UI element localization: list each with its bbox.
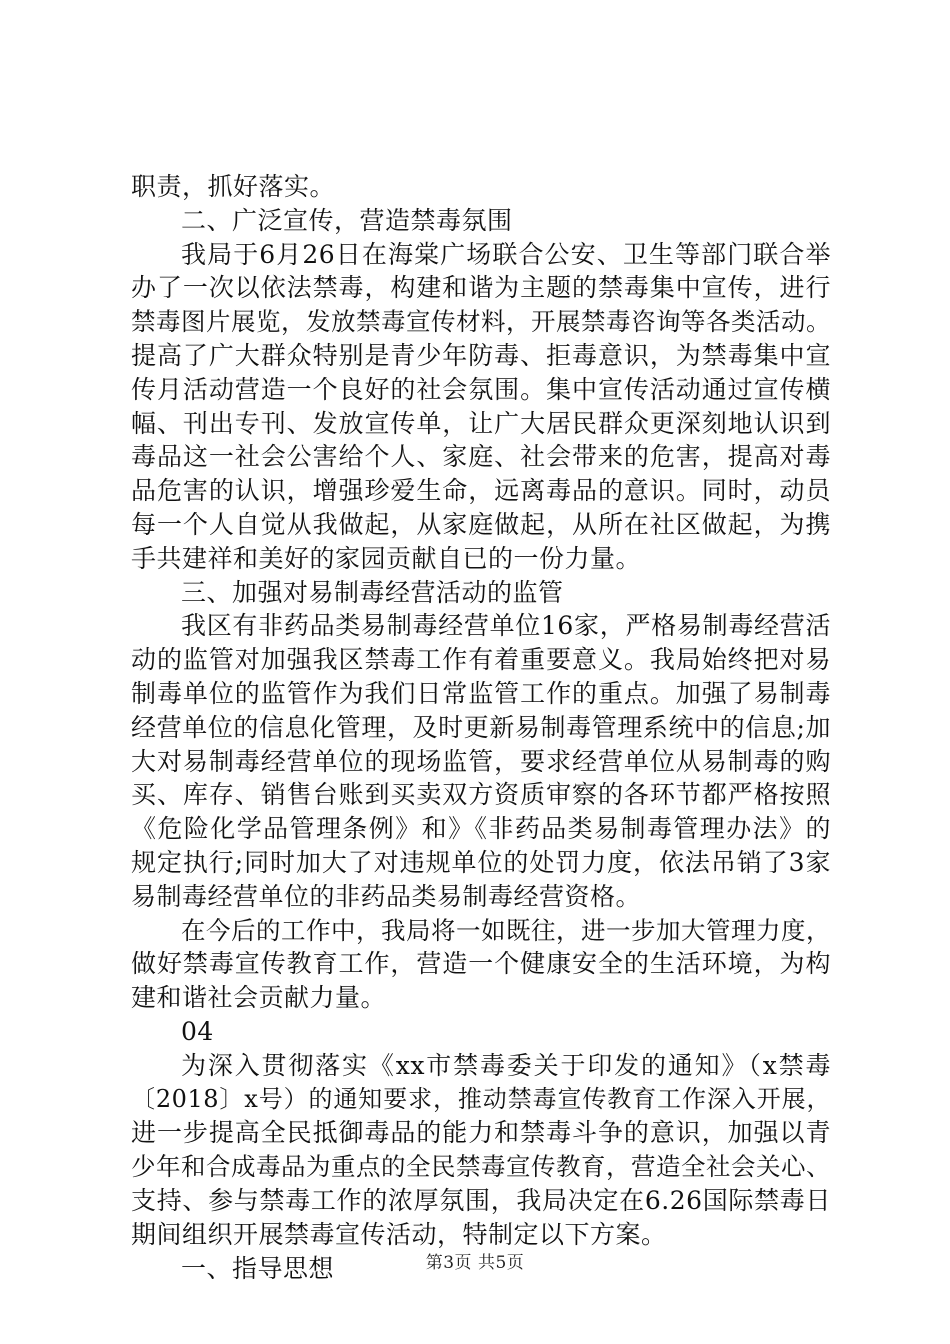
text-line: 毒品这一社会公害给个人、家庭、社会带来的危害，提高对毒	[131, 442, 831, 472]
text-line: 规定执行;同时加大了对违规单位的处罚力度，依法吊销了3家	[131, 847, 831, 877]
text-line: 办了一次以依法禁毒，构建和谐为主题的禁毒集中宣传，进行	[131, 273, 831, 303]
text-line: 为深入贯彻落实《xx市禁毒委关于印发的通知》（x禁毒	[181, 1050, 831, 1080]
text-line: 进一步提高全民抵御毒品的能力和禁毒斗争的意识，加强以青	[131, 1118, 831, 1148]
text-line: 每一个人自觉从我做起，从家庭做起，从所在社区做起，为携	[131, 509, 831, 539]
text-line: 少年和合成毒品为重点的全民禁毒宣传教育，营造全社会关心、	[131, 1152, 831, 1182]
text-line: 《危险化学品管理条例》和》《非药品类易制毒管理办法》的	[131, 814, 831, 844]
text-line: 一、指导思想	[181, 1253, 335, 1283]
text-line: 做好禁毒宣传教育工作，营造一个健康安全的生活环境，为构	[131, 949, 831, 979]
text-line: 经营单位的信息化管理，及时更新易制毒管理系统中的信息;加	[131, 712, 831, 742]
text-line: 04	[181, 1016, 214, 1046]
text-line: 买、库存、销售台账到买卖双方资质审察的各环节都严格按照	[131, 780, 831, 810]
text-line: 大对易制毒经营单位的现场监管，要求经营单位从易制毒的购	[131, 746, 831, 776]
text-line: 禁毒图片展览，发放禁毒宣传材料，开展禁毒咨询等各类活动。	[131, 307, 831, 337]
page-footer: 第3页 共5页	[425, 1253, 525, 1273]
text-line: 在今后的工作中，我局将一如既往，进一步加大管理力度，	[181, 915, 831, 945]
text-line: 我局于6月26日在海棠广场联合公安、卫生等部门联合举	[181, 239, 831, 269]
text-line: 传月活动营造一个良好的社会氛围。集中宣传活动通过宣传横	[131, 374, 831, 404]
text-line: 〔2018〕x号）的通知要求，推动禁毒宣传教育工作深入开展，	[131, 1084, 831, 1113]
text-line: 幅、刊出专刊、发放宣传单，让广大居民群众更深刻地认识到	[131, 408, 831, 438]
text-line: 支持、参与禁毒工作的浓厚氛围，我局决定在6.26国际禁毒日	[131, 1185, 831, 1215]
text-line: 易制毒经营单位的非药品类易制毒经营资格。	[131, 881, 642, 911]
text-line: 手共建祥和美好的家园贡献自已的一份力量。	[131, 543, 642, 573]
text-line: 制毒单位的监管作为我们日常监管工作的重点。加强了易制毒	[131, 678, 831, 708]
text-line: 动的监管对加强我区禁毒工作有着重要意义。我局始终把对易	[131, 645, 831, 675]
text-line: 我区有非药品类易制毒经营单位16家，严格易制毒经营活	[181, 611, 831, 641]
text-line: 提高了广大群众特别是青少年防毒、拒毒意识，为禁毒集中宣	[131, 340, 831, 370]
text-line: 期间组织开展禁毒宣传活动，特制定以下方案。	[131, 1219, 667, 1249]
document-body	[131, 170, 831, 1285]
text-line: 职责，抓好落实。	[131, 172, 336, 201]
text-line: 品危害的认识，增强珍爱生命，远离毒品的意识。同时，动员	[131, 476, 831, 506]
text-line: 建和谐社会贡献力量。	[131, 983, 387, 1013]
text-line: 三、加强对易制毒经营活动的监管	[181, 577, 564, 607]
text-line: 二、广泛宣传，营造禁毒氛围	[181, 205, 513, 235]
